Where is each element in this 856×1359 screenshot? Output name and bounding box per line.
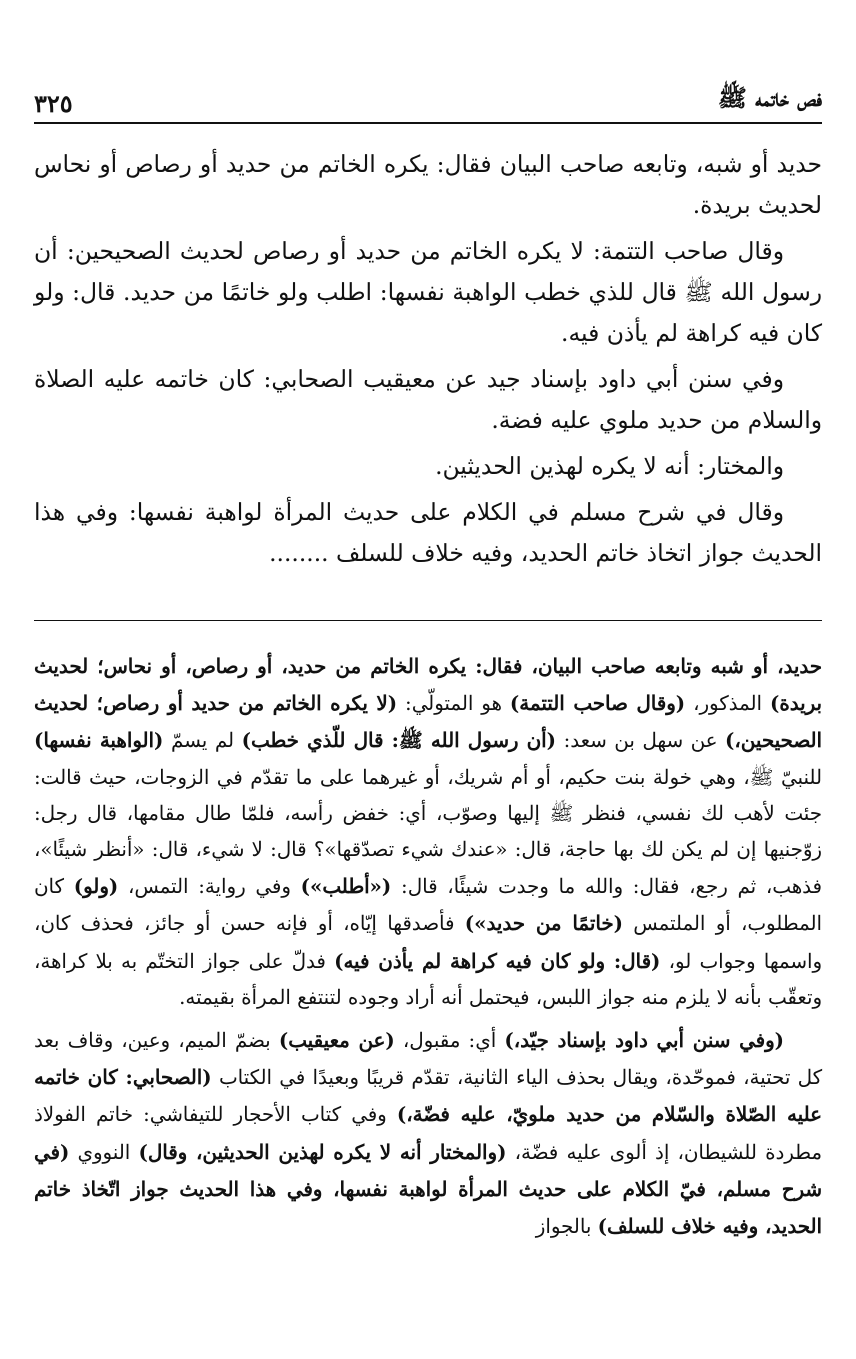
commentary-segment: فدلّ على جواز التختّم به بلا كراهة، وتعقّب بأنه لا يلزم منه جواز اللبس، فيحتمل أنه أراد وجوده لتنتفع المرأة بقيمته. — [34, 949, 822, 1009]
commentary-segment: وفي كتاب الأحجار للتيفاشي: خاتم الفولاذ مطردة للشيطان، إذ ألوى عليه فضّة، — [34, 1103, 822, 1164]
chapter-title: فص خاتمه ﷺ — [717, 83, 822, 112]
running-header — [34, 78, 822, 118]
commentary-segment: (عن معيقيب) — [278, 1028, 395, 1053]
commentary-segment: بضمّ الميم، وعين، وقاف بعد كل تحتية، فموحّدة، ويقال بحذف الياء الثانية، تقدّم قريبًا وبعيدًا في الكتاب — [34, 1029, 822, 1090]
commentary-segment: لم يسمّ — [163, 729, 242, 753]
commentary-segment: (أن رسول الله ﷺ: قال للّذي خطب) — [241, 728, 557, 753]
commentary-segment: (وفي سنن أبي داود بإسناد جيّد،) — [504, 1028, 784, 1053]
main-paragraph: وفي سنن أبي داود بإسناد جيد عن معيقيب الصحابي: كان خاتمه عليه الصلاة والسلام من حديد ملوي عليه فضة. — [34, 365, 822, 434]
commentary-segment: بالجواز — [535, 1215, 598, 1239]
commentary-segment: وفي رواية: التمس، — [118, 875, 301, 899]
main-paragraph: وقال في شرح مسلم في الكلام على حديث المرأة لواهبة نفسها: وفي هذا الحديث جواز اتخاذ خاتم الحديد، وفيه خلاف للسلف ........ — [34, 498, 822, 567]
page-number: ٣٢٥ — [34, 89, 73, 118]
commentary-paragraph — [34, 648, 822, 1016]
main-paragraph: حديد أو شبه، وتابعه صاحب البيان فقال: يكره الخاتم من حديد أو رصاص أو نحاس لحديث بريدة. — [34, 150, 822, 219]
commentary-segment: (ولو) — [73, 874, 119, 899]
main-paragraph: وقال صاحب التتمة: لا يكره الخاتم من حديد أو رصاص لحديث الصحيحين: أن رسول الله ﷺ قال للذي خطب الواهبة نفسها: اطلب ولو خاتمًا من حديد. قال: ولو كان فيه كراهة لم يأذن فيه. — [34, 237, 822, 347]
commentary-segment: كان المطلوب، أو الملتمس — [34, 875, 822, 936]
commentary-segment: (خاتمًا من حديد») — [464, 911, 623, 936]
commentary-segment: (وقال صاحب التتمة) — [509, 691, 686, 716]
commentary-segment: (الصحابي: كان خاتمه عليه الصّلاة والسّلام من حديد ملويّ، عليه فضّة،) — [34, 1065, 822, 1127]
commentary-segment: هو المتولّي: — [397, 692, 510, 716]
commentary-segment: النووي — [69, 1140, 139, 1164]
commentary-segment: للنبيّ ﷺ، وهي خولة بنت حكيم، أو أم شريك، أو غيرهما على ما تقدّم في الزوجات، حيث قالت: جئت لأهب لك نفسي، فنظر ﷺ إليها وصوّب، أي: خفض رأسه، فلمّا طال مقامها، قال رجل: زوّجنيها إن لم يكن لك بها حاجة، قال: «عندك شيء تصدّقها»؟ قال: لا شيء، قال: «أنظر شيئًا»، فذهب، ثم رجع، فقال: والله ما وجدت شيئًا، قال: — [34, 765, 822, 899]
commentary-segment: حديد، أو شبه وتابعه صاحب البيان، فقال: يكره الخاتم من حديد، أو رصاص، أو نحاس؛ لحديث بريدة) — [34, 654, 823, 716]
commentary-block — [34, 648, 822, 1251]
commentary-segment: («أطلب») — [300, 874, 392, 899]
commentary-segment: فأصدقها إيّاه، أو فإنه حسن أو جائز، فحذف كان، واسمها وجواب لو، — [34, 912, 822, 973]
commentary-paragraph — [34, 1022, 822, 1245]
commentary-segment: (لا يكره الخاتم من حديد أو رصاص؛ لحديث الصحيحين،) — [34, 691, 823, 753]
commentary-segment: عن سهل بن سعد: — [556, 729, 726, 753]
commentary-segment: (في شرح مسلم، فيّ الكلام على حديث المرأة لواهبة نفسها، وفي هذا الحديث جواز اتّخاذ خاتم الحديد، وفيه خلاف للسلف) — [34, 1139, 822, 1239]
commentary-segment: (الواهبة نفسها) — [34, 728, 164, 753]
commentary-segment: أي: مقبول، — [394, 1029, 505, 1053]
text-commentary-divider — [34, 620, 822, 621]
main-paragraph: والمختار: أنه لا يكره لهذين الحديثين. — [435, 452, 784, 480]
commentary-segment: (قال: ولو كان فيه كراهة لم يأذن فيه) — [334, 948, 661, 973]
main-text-block — [34, 144, 822, 579]
commentary-segment: (والمختار أنه لا يكره لهذين الحديثين، وقال) — [138, 1139, 507, 1164]
commentary-segment: المذكور، — [685, 692, 770, 716]
header-rule — [34, 122, 822, 124]
